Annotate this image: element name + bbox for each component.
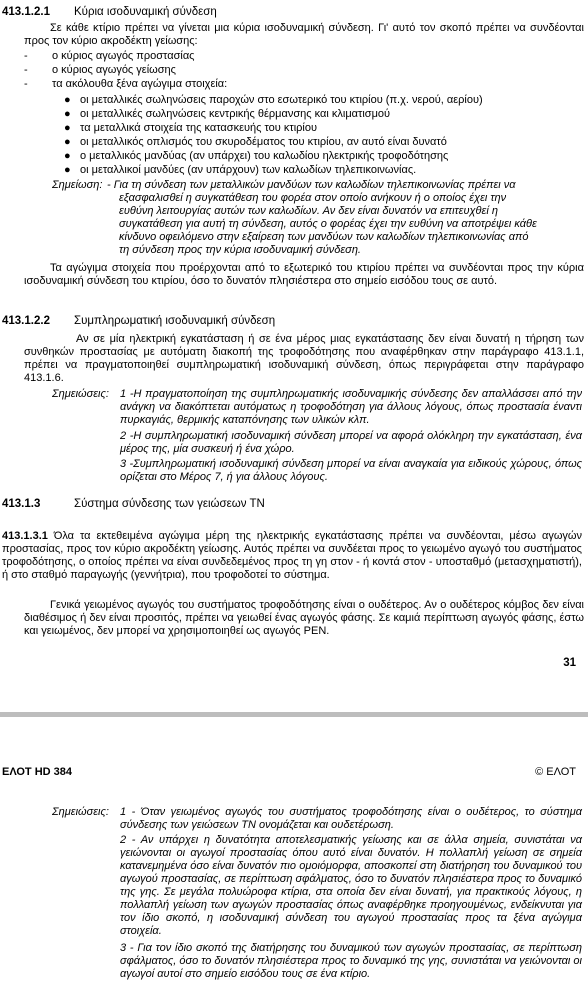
paragraph: Τα αγώγιμα στοιχεία που προέρχονται από το εξωτερικό του κτιρίου πρέπει να συνδέονται προς την κύρια ισοδυναμική σύνδεση του κτιρίου, όσο το δυνατόν πλησιέστερα στο σημείο εισόδου τους σε αυτό. [24,262,584,287]
section-number: 413.1.2.1 [2,6,50,18]
document-code: ΕΛΟΤ HD 384 [2,766,73,778]
bullet-dot: ● [64,94,71,106]
list-item: τα μεταλλικά στοιχεία της κατασκευής του κτιρίου [80,122,317,134]
bullet-dot: ● [64,164,71,176]
note-item: 3 -Συμπληρωματική ισοδυναμική σύνδεση μπορεί να είναι αναγκαία για ειδικούς χώρους, όπως ορίζεται στο Μέρος 7, ή για άλλους λόγους. [120,458,582,483]
note-line: κίνδυνο οφειλόμενο στην εξαίρεση των μανδύων των καλωδίων τηλεπικοινωνίας από [119,231,529,243]
page-number: 31 [563,657,576,669]
notes-label: Σημειώσεις: [52,806,109,818]
dash-bullet: - [24,64,28,76]
section-title: Συμπληρωματική ισοδυναμική σύνδεση [74,315,276,327]
list-item: οι μεταλλικές σωληνώσεις κεντρικής θέρμανσης και κλιματισμού [80,108,391,120]
bullet-dot: ● [64,108,71,120]
dash-bullet: - [24,50,28,62]
note-line: εξασφαλισθεί η συγκατάθεση του φορέα στον οποίο ανήκουν ή ο οποίος έχει την [119,192,507,204]
note-item: 3 - Για τον ίδιο σκοπό της διατήρησης του δυναμικού των αγωγών προστασίας, σε περίπτωση σφάλματος, όσο το δυνατόν πλησιέστερα προς το δυναμικό της γης, συνιστάται να γειώνονται οι αγωγοί αυτοί στο σημείο εισόδου τους σε ένα κτίριο. [120,942,582,980]
dash-bullet: - [24,78,28,90]
list-item: οι μεταλλικοί μανδύες (αν υπάρχουν) των καλωδίων τηλεπικοινωνίας. [80,164,417,176]
note-item: 1 - Όταν γειωμένος αγωγός του συστήματος τροφοδότησης είναι ο ουδέτερος, το σύστημα σύνδεσης των γειώσεων ΤΝ ονομάζεται και ουδετέρωση. [120,806,582,831]
bullet-dot: ● [64,150,71,162]
list-item: ο μεταλλικός μανδύας (αν υπάρχει) του καλωδίου ηλεκτρικής τροφοδότησης [80,150,449,162]
section-title: Σύστημα σύνδεσης των γειώσεων ΤΝ [74,498,265,510]
list-item: ο κύριος αγωγός γείωσης [52,64,176,76]
note-item: 1 -Η πραγματοποίηση της συμπληρωματικής ισοδυναμικής σύνδεσης δεν απαλλάσσει από την ανάγκη να διακόπτεται αυτόματως η τροφοδότηση για άλλους λόγους, όπως προστασία έναντι πυρκαγιάς, θερμικής καταπόνησης των υλικών κλπ. [120,388,582,426]
section-number: 413.1.3 [2,498,41,510]
note-item: 2 - Αν υπάρχει η δυνατότητα αποτελεσματικής γείωσης και σε άλλα σημεία, συνιστάται να γειώνονται οι αγωγοί προστασίας όπου αυτό είναι δυνατόν. Η πολλαπλή γείωση σε σημεία κατανεμημένα όσο είναι δυνατόν πιο ομοιόμορφα, αποσκοπεί στη διατήρηση του δυναμικού του αγωγού προστασίας, σε περίπτωση σφάλματος, όσο το δυνατόν πλησιέστερα προς το δυναμικό της γης. Σε μεγάλα πολυώροφα κτίρια, στα οποία δεν είναι δυνατή, για πρακτικούς λόγους, η πολλαπλή γείωση των αγωγών προστασίας όπως αναφέρθηκε προηγουμένως, ενδείκνυται για τον ίδιο σκοπό, η ισοδυναμική σύνδεση του αγωγού προστασίας προς τα ξένα αγώγιμα στοιχεία. [120,834,582,937]
paragraph: Αν σε μία ηλεκτρική εγκατάσταση ή σε ένα μέρος μιας εγκατάστασης δεν είναι δυνατή η τήρηση των συνθηκών προστασίας με αυτόματη διακοπή της τροφοδότησης που αναφέρθηκαν στην παράγραφο 413.1.1, πρέπει να πραγματοποιηθεί συμπληρωματική ισοδυναμική σύνδεση, όπως περιγράφεται στην παράγραφο 413.1.6. [24,333,584,384]
note-item: 2 -Η συμπληρωματική ισοδυναμική σύνδεση μπορεί να αφορά ολόκληρη την εγκατάσταση, ένα μέρος της, μία συσκευή ή ένα χώρο. [120,430,582,455]
list-item: οι μεταλλικός οπλισμός του σκυροδέματος του κτιρίου, αν αυτό είναι δυνατό [80,136,447,148]
paragraph-text: Όλα τα εκτεθειμένα αγώγιμα μέρη της ηλεκτρικής εγκατάστασης πρέπει να συνδέονται, μέσω αγωγών προστασίας, προς τον κύριο ακροδέκτη γείωσης. Αυτός πρέπει να συνδέεται προς το γειωμένο αγωγό του συστήματος τροφοδότησης, ο οποίος πρέπει να είναι συνδεδεμένος προς τη γη στον - ή κοντά στον - υποσταθμό (μετασχηματιστή), ή στο σταθμό παραγωγής (γεννήτρια), που τροφοδοτεί το σύστημα. [2,530,582,581]
notes-label: Σημειώσεις: [52,388,109,400]
note-line: συγκατάθεση για αυτή τη σύνδεση, αυτός ο φορέας έχει την ευθύνη να αποτρέψει κάθε [119,218,537,230]
section-number: 413.1.2.2 [2,315,50,327]
note-label: Σημείωση: [52,179,103,191]
paragraph: Γενικά γειωμένος αγωγός του συστήματος τροφοδότησης είναι ο ουδέτερος. Αν ο ουδέτερος κόμβος δεν είναι διαθέσιμος ή δεν είναι προσιτός, πρέπει να γειωθεί ένας αγωγός φάσης. Σε καμιά περίπτωση αγωγός φάσης, έστω και γειωμένος, δεν μπορεί να χρησιμοποιηθεί ως αγωγός PEN. [24,599,584,637]
note-text [107,179,583,257]
page-divider [0,712,588,717]
bullet-dot: ● [64,122,71,134]
section-number: 413.1.3.1 [2,530,48,542]
note-line: τη σύνδεση προς την κύρια ισοδυναμική σύνδεση. [119,244,361,256]
copyright-label: © ΕΛΟΤ [535,766,576,778]
paragraph [2,530,582,582]
list-item: ο κύριος αγωγός προστασίας [52,50,195,62]
bullet-dot: ● [64,136,71,148]
note-line: ευθύνη λειτουργίας αυτών των καλωδίων. Αν δεν είναι δυνατόν να επιτευχθεί η [119,205,498,217]
list-item: τα ακόλουθα ξένα αγώγιμα στοιχεία: [52,78,228,90]
section-title: Κύρια ισοδυναμική σύνδεση [74,6,217,18]
list-item: οι μεταλλικές σωληνώσεις παροχών στο εσωτερικό του κτιρίου (π.χ. νερού, αερίου) [80,94,483,106]
paragraph: Σε κάθε κτίριο πρέπει να γίνεται μια κύρια ισοδυναμική σύνδεση. Γι' αυτό τον σκοπό πρέπει να συνδέονται προς τον κύριο ακροδέκτη γείωσης: [24,22,584,47]
note-line: - Για τη σύνδεση των μεταλλικών μανδύων των καλωδίων τηλεπικοινωνίας πρέπει να [107,179,516,191]
